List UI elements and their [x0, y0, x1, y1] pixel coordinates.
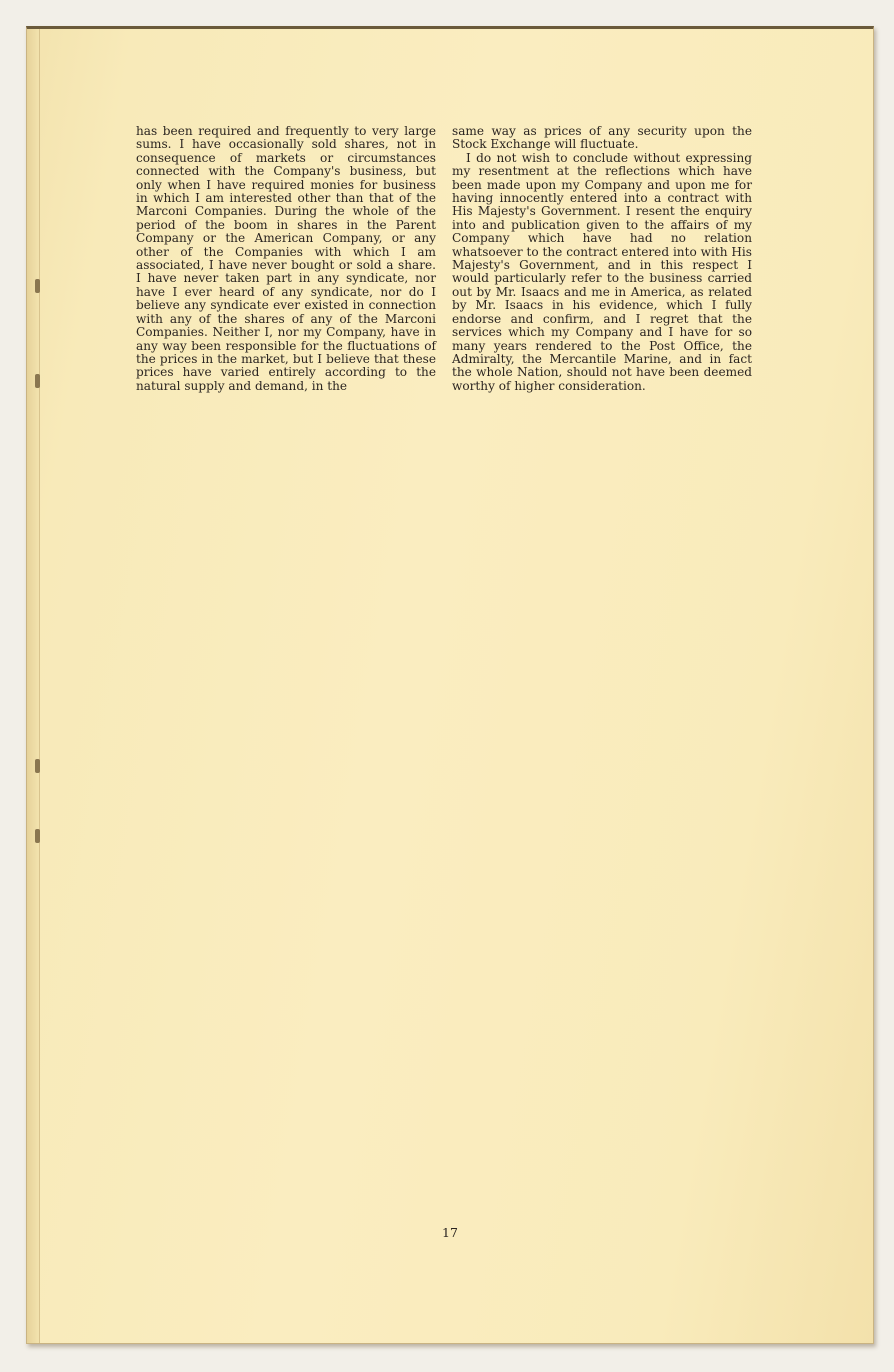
- text-column-right: [452, 125, 752, 393]
- binding-stitch: [35, 829, 40, 843]
- binding-stitch: [35, 759, 40, 773]
- body-paragraph: same way as prices of any security upon the Stock Exchange will fluctuate.: [452, 124, 752, 152]
- binding-stitch: [35, 279, 40, 293]
- document-page: [26, 26, 874, 1344]
- text-column-left: [136, 125, 436, 393]
- page-number: 17: [442, 1225, 458, 1240]
- body-paragraph: has been required and frequently to very large sums. I have occasionally sold shares, not in consequence of markets or circumstances connected with the Company's business, but only when I have required monies for business in which I am interested other than that of the Marconi Companies. During the whole of the period of the boom in shares in the Parent Company or the American Company, or any other of the Companies with which I am associated, I have never bought or sold a share. I have never taken part in any syndicate, nor have I ever heard of any syndicate, nor do I believe any syndicate ever existed in connection with any of the shares of any of the Marconi Companies. Neither I, nor my Company, have in any way been responsible for the fluctuations of the prices in the market, but I believe that these prices have varied entirely according to the natural supply and demand, in the: [136, 124, 436, 393]
- binding-spine: [27, 29, 40, 1343]
- body-paragraph: I do not wish to conclude without expressing my resentment at the reflections which have been made upon my Company and upon me for having innocently entered into a contract with His Majesty's Government. I resent the enquiry into and publication given to the affairs of my Company which have had no relation whatsoever to the contract entered into with His Majesty's Government, and in this respect I would particularly refer to the business carried out by Mr. Isaacs and me in America, as related by Mr. Isaacs in his evidence, which I fully endorse and confirm, and I regret that the services which my Company and I have for so many years rendered to the Post Office, the Admiralty, the Mercantile Marine, and in fact the whole Nation, should not have been deemed worthy of higher consideration.: [452, 150, 752, 393]
- binding-stitch: [35, 374, 40, 388]
